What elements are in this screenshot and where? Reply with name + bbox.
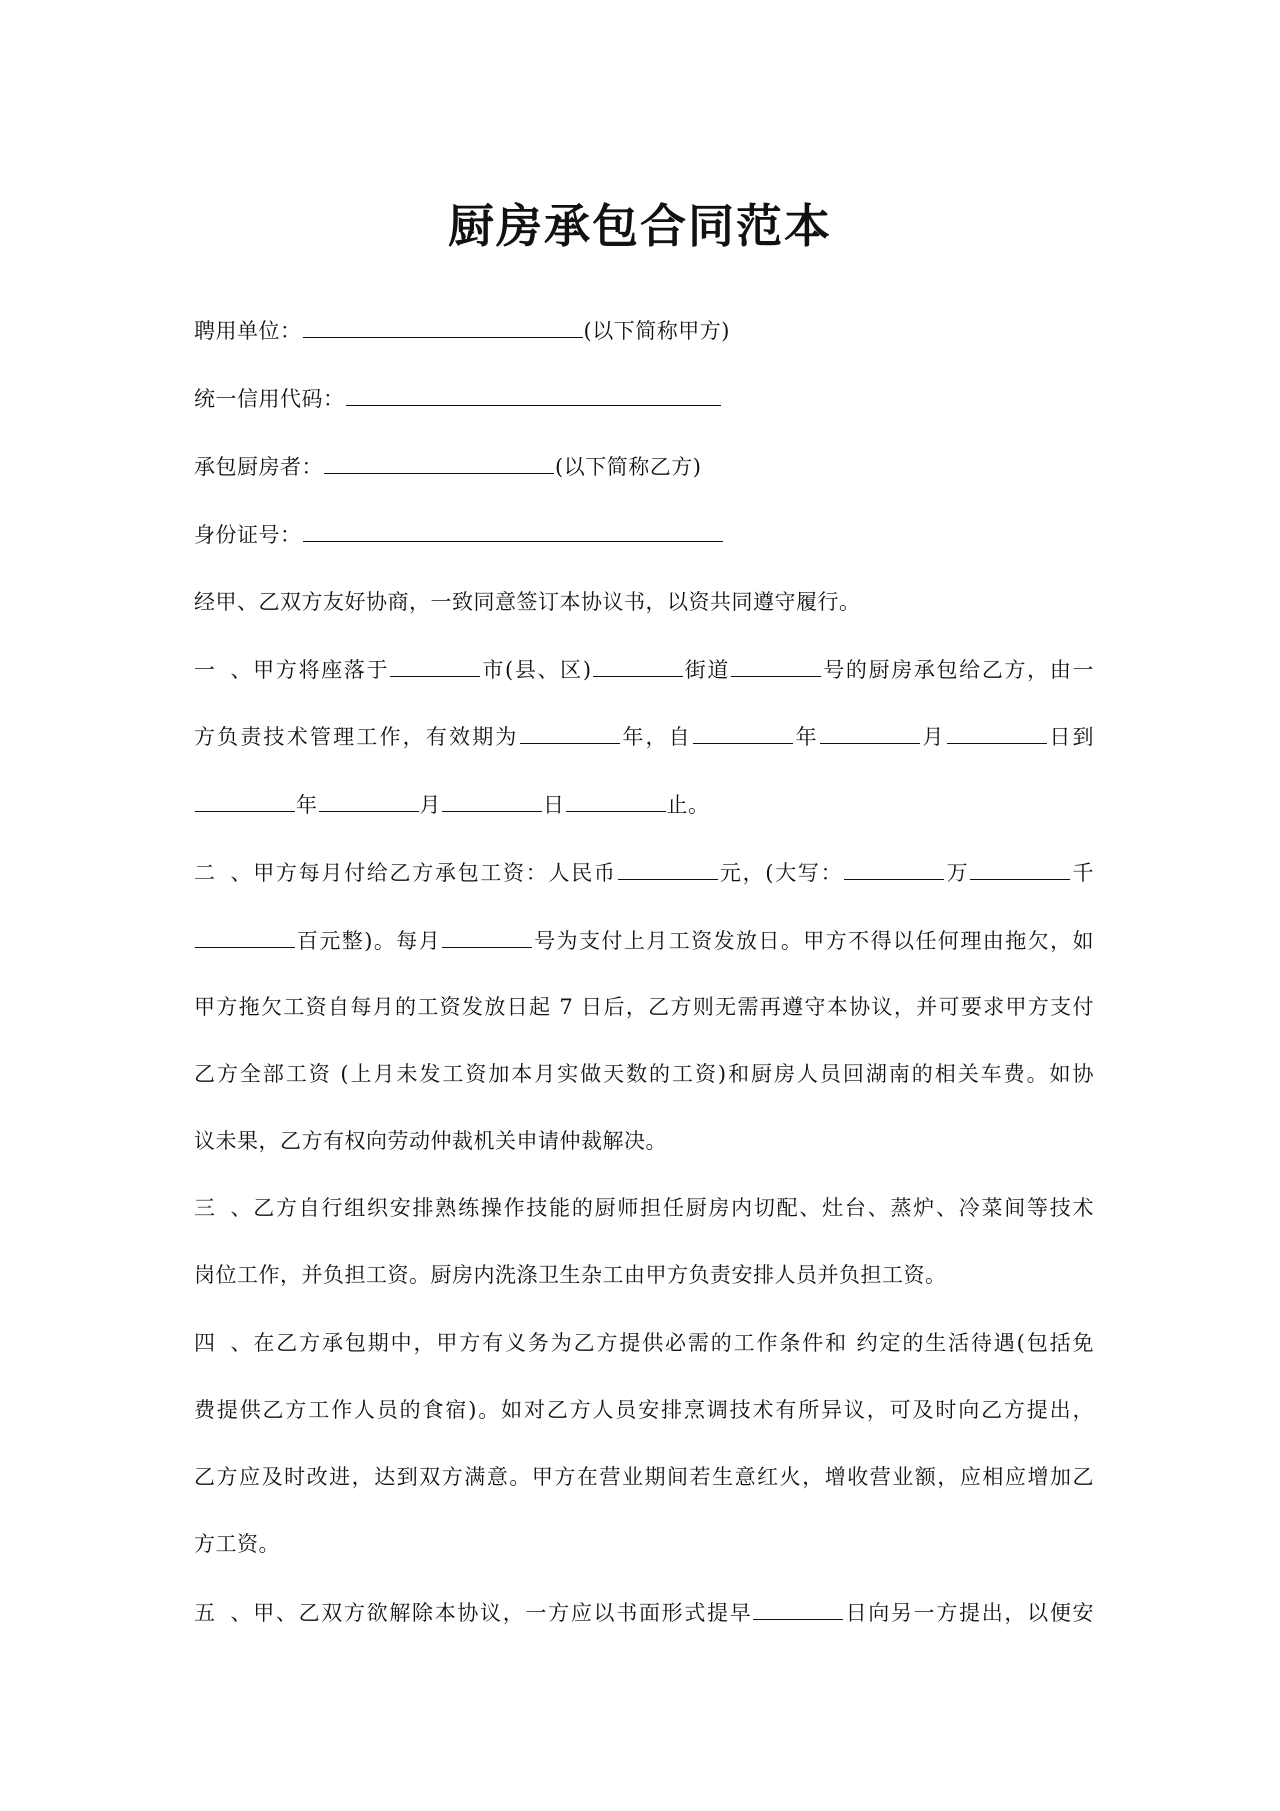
clause-2-line-2 (194, 925, 1094, 956)
clause-text: 月 (920, 725, 946, 749)
contractor-field (194, 451, 1094, 482)
clause-text: 月 (419, 793, 441, 817)
end-month-blank[interactable] (319, 789, 419, 812)
start-month-blank[interactable] (820, 721, 920, 744)
clause-text: 止。 (666, 793, 710, 817)
contractor-label: 承包厨房者： (194, 455, 323, 479)
intro-paragraph: 经甲、乙双方友好协商，一致同意签订本协议书，以资共同遵守履行。 (194, 590, 861, 614)
street-blank[interactable] (593, 654, 683, 677)
end-day-blank[interactable] (442, 789, 542, 812)
employer-blank[interactable] (303, 315, 583, 338)
salary-blank[interactable] (618, 857, 718, 880)
clause-text: 号为支付上月工资发放日。甲方不得以任何理由拖欠，如 (533, 929, 1095, 953)
salary-wan-blank[interactable] (844, 857, 944, 880)
start-year-blank[interactable] (693, 721, 793, 744)
clause-text: 市(县、区) (481, 658, 592, 682)
clause-text: 日 (543, 793, 565, 817)
clause-1-line-1 (194, 654, 1094, 685)
clause-text: 街道 (683, 658, 731, 682)
term-years-blank[interactable] (520, 721, 620, 744)
clause-text: 百元整)。每月 (296, 929, 442, 953)
clause-2-line-3: 甲方拖欠工资自每月的工资发放日起 7 日后，乙方则无需再遵守本协议，并可要求甲方支付 (194, 995, 1094, 1019)
contractor-blank[interactable] (324, 451, 554, 474)
clause-1-number: 一、 (194, 658, 252, 682)
notice-days-blank[interactable] (753, 1597, 843, 1620)
id-field (194, 519, 1094, 550)
clause-1-line-2 (194, 721, 1094, 752)
clause-2-line-1 (194, 857, 1094, 888)
clause-text: 年 (793, 725, 819, 749)
employer-suffix: (以下简称甲方) (583, 319, 730, 343)
document-title: 厨房承包合同范本 (448, 199, 832, 253)
credit-code-field (194, 383, 1094, 414)
clause-text: 年，自 (620, 725, 692, 749)
salary-bai-blank[interactable] (195, 925, 295, 948)
clause-3-line-2: 岗位工作，并负担工资。厨房内洗涤卫生杂工由甲方负责安排人员并负担工资。 (194, 1263, 947, 1287)
clause-5-number: 五、 (194, 1601, 252, 1625)
clause-4-number: 四、 (194, 1331, 252, 1355)
clause-text: 万 (945, 861, 970, 885)
clause-text: 方负责技术管理工作，有效期为 (194, 725, 519, 749)
contractor-suffix: (以下简称乙方) (555, 455, 702, 479)
clause-3-line-1 (194, 1193, 1094, 1223)
end-year-blank[interactable] (195, 789, 295, 812)
clause-4-line-1 (194, 1328, 1094, 1358)
end-extra-blank[interactable] (566, 789, 666, 812)
id-blank[interactable] (303, 519, 723, 542)
clause-text: 日到 (1047, 725, 1094, 749)
clause-text: 号的厨房承包给乙方，由一 (822, 658, 1095, 682)
clause-2-line-5: 议未果，乙方有权向劳动仲裁机关申请仲裁解决。 (194, 1129, 667, 1153)
clause-5-line-1 (194, 1597, 1094, 1628)
credit-code-blank[interactable] (346, 383, 721, 406)
number-blank[interactable] (731, 654, 821, 677)
clause-text: 千 (1071, 861, 1095, 885)
employer-field (194, 315, 1094, 346)
clause-text: 乙方自行组织安排熟练操作技能的厨师担任厨房内切配、灶台、蒸炉、冷菜间等技术 (252, 1196, 1094, 1220)
clause-2-number: 二、 (194, 861, 252, 885)
payday-blank[interactable] (442, 925, 532, 948)
clause-text: 甲方每月付给乙方承包工资：人民币 (252, 861, 617, 885)
start-day-blank[interactable] (947, 721, 1047, 744)
clause-2-line-4: 乙方全部工资 (上月未发工资加本月实做天数的工资)和厨房人员回湖南的相关车费。如协 (194, 1062, 1094, 1086)
clause-text: 年 (296, 793, 318, 817)
clause-text: 甲、乙双方欲解除本协议，一方应以书面形式提早 (252, 1601, 753, 1625)
clause-text: 在乙方承包期中，甲方有义务为乙方提供必需的工作条件和 约定的生活待遇(包括免 (252, 1331, 1094, 1355)
clause-4-line-4: 方工资。 (194, 1532, 280, 1556)
salary-qian-blank[interactable] (970, 857, 1070, 880)
clause-text: 甲方将座落于 (252, 658, 390, 682)
credit-code-label: 统一信用代码： (194, 387, 345, 411)
city-blank[interactable] (390, 654, 480, 677)
clause-4-line-2: 费提供乙方工作人员的食宿)。如对乙方人员安排烹调技术有所异议，可及时向乙方提出， (194, 1398, 1094, 1422)
clause-4-line-3: 乙方应及时改进，达到双方满意。甲方在营业期间若生意红火，增收营业额，应相应增加乙 (194, 1465, 1094, 1489)
clause-1-line-3 (194, 789, 1094, 820)
id-label: 身份证号： (194, 523, 302, 547)
clause-text: 元，(大写： (718, 861, 844, 885)
employer-label: 聘用单位： (194, 319, 302, 343)
clause-text: 日向另一方提出，以便安 (844, 1601, 1095, 1625)
clause-3-number: 三、 (194, 1196, 252, 1220)
